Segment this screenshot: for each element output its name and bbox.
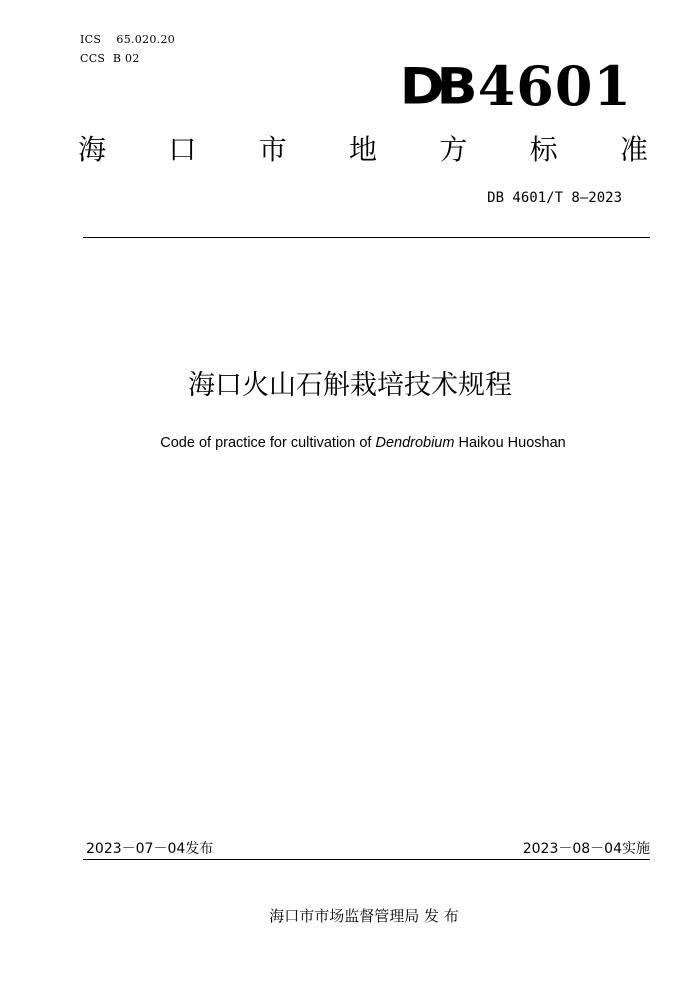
issuer-name: 海口市市场监督管理局 bbox=[269, 907, 420, 925]
issuing-authority bbox=[0, 905, 700, 926]
standard-type-char: 口 bbox=[168, 133, 197, 166]
title-english-suffix: Haikou Huoshan bbox=[454, 435, 566, 451]
standard-type-char: 方 bbox=[439, 133, 468, 166]
issuer-action: 发 布 bbox=[424, 907, 459, 925]
publish-date-value: 2023－07－04 bbox=[86, 841, 186, 857]
implement-date bbox=[523, 838, 650, 858]
db-region-number: 4601 bbox=[477, 54, 632, 118]
standard-type-heading bbox=[78, 130, 648, 170]
standard-type-char: 地 bbox=[348, 133, 377, 166]
ccs-classification bbox=[80, 52, 140, 65]
ics-classification bbox=[80, 33, 175, 46]
standard-type-char: 市 bbox=[258, 133, 287, 166]
publish-date bbox=[86, 838, 213, 858]
standard-type-char: 标 bbox=[529, 133, 558, 166]
standard-type-char: 准 bbox=[619, 133, 648, 166]
title-english-species: Dendrobium bbox=[375, 435, 455, 451]
title-english-prefix: Code of practice for cultivation of bbox=[160, 435, 376, 451]
standard-type-char: 海 bbox=[78, 133, 107, 166]
footer-divider bbox=[83, 859, 650, 860]
ccs-label: CCS bbox=[80, 52, 106, 65]
document-title-chinese: 海口火山石斛栽培技术规程 bbox=[188, 370, 512, 401]
standard-code: DB 4601/T 8—2023 bbox=[487, 190, 622, 206]
ics-label: ICS bbox=[80, 33, 102, 46]
db-standard-logo bbox=[399, 54, 632, 118]
ics-value: 65.020.20 bbox=[116, 33, 176, 46]
db-mark: DB bbox=[399, 57, 470, 116]
ccs-value: B 02 bbox=[112, 52, 140, 65]
implement-date-label: 实施 bbox=[622, 841, 650, 857]
document-title-english bbox=[0, 435, 700, 451]
publish-date-label: 发布 bbox=[185, 841, 214, 857]
header-divider bbox=[83, 237, 650, 238]
implement-date-value: 2023－08－04 bbox=[522, 841, 622, 857]
